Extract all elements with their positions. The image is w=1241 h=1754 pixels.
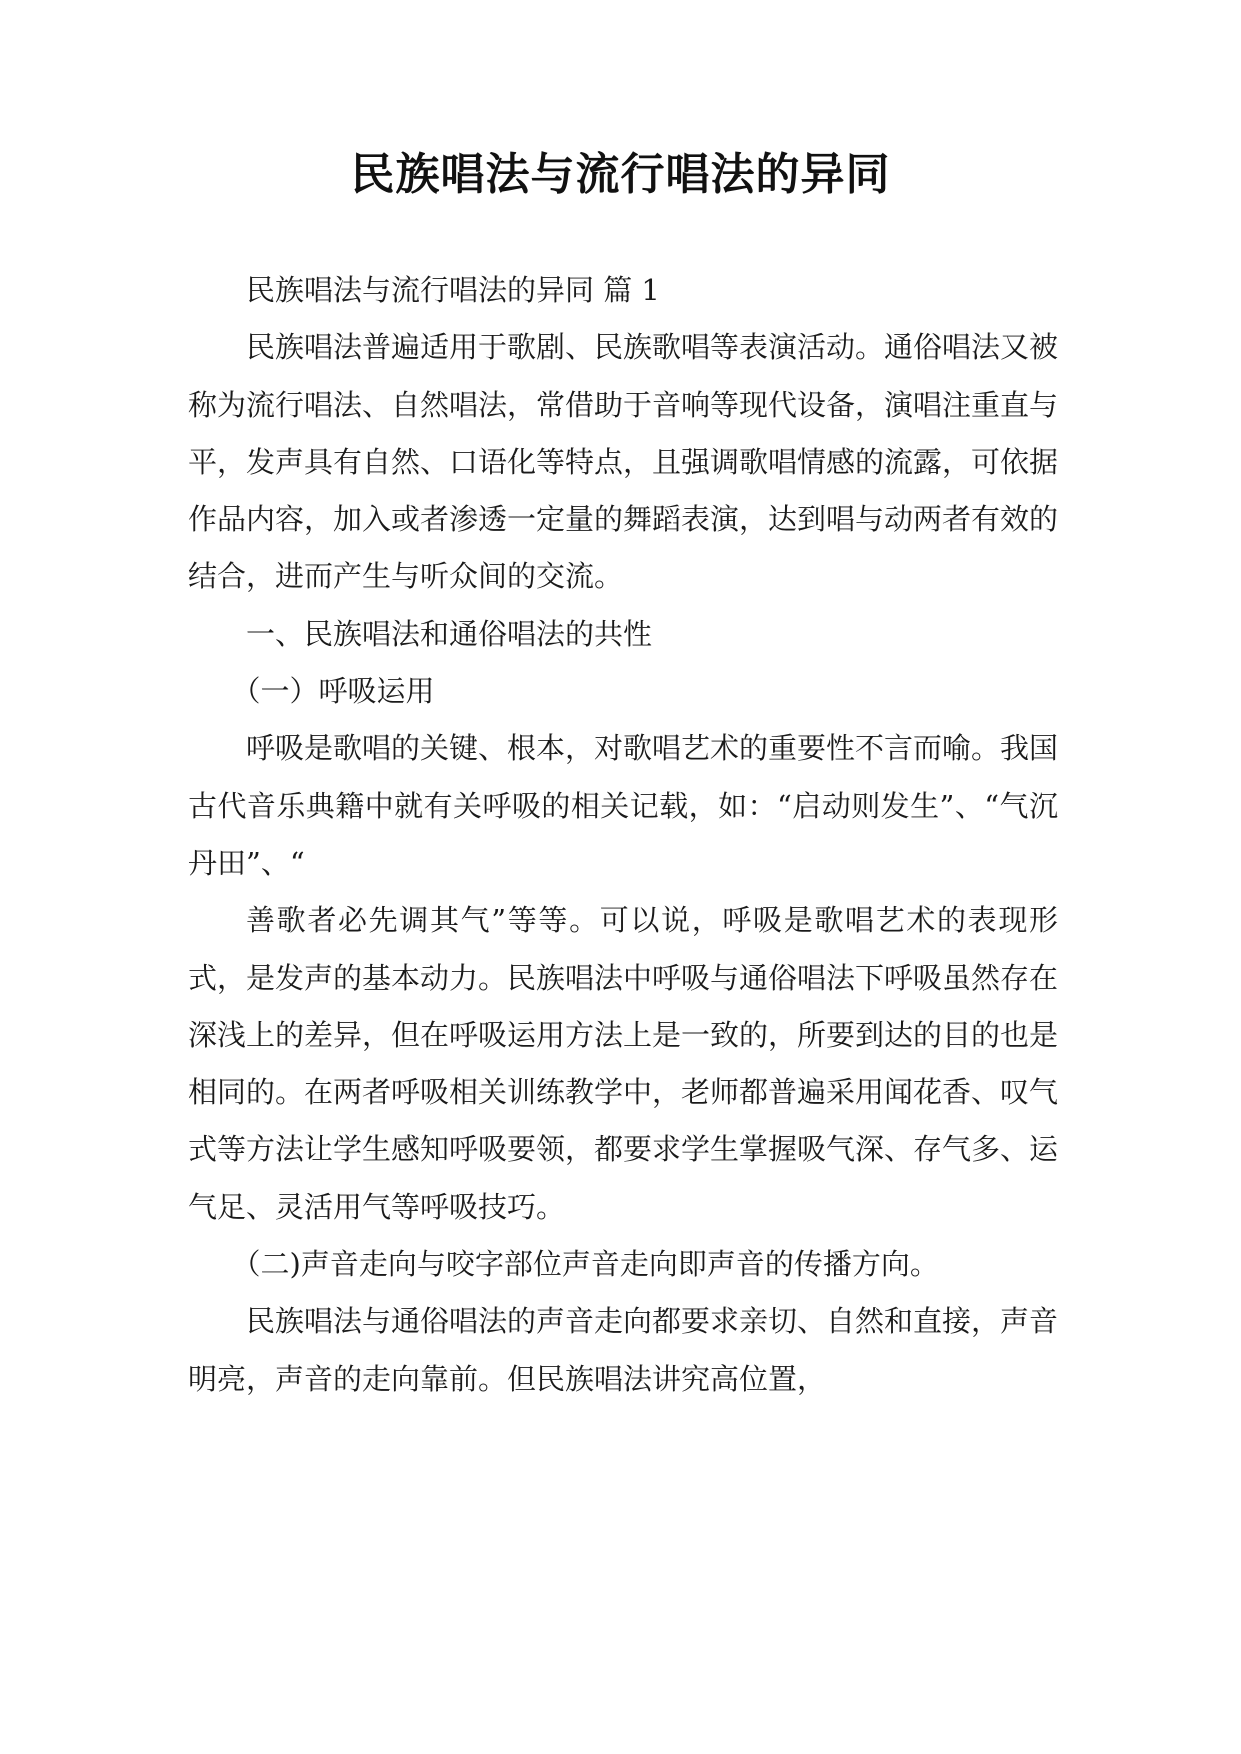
subsection-heading-breathing: （一）呼吸运用 <box>231 674 435 709</box>
paragraph-voice-direction: 民族唱法与通俗唱法的声音走向都要求亲切、自然和直接，声音明亮，声音的走向靠前。但民族唱法讲究高位置， <box>188 1304 1059 1396</box>
paragraph-intro: 民族唱法普遍适用于歌剧、民族歌唱等表演活动。通俗唱法又被称为流行唱法、自然唱法，常借助于音响等现代设备，演唱注重直与平，发声具有自然、口语化等特点，且强调歌唱情感的流露，可依据作品内容，加入或者渗透一定量的舞蹈表演，达到唱与动两者有效的结合，进而产生与听众间的交流。 <box>188 330 1059 594</box>
section-heading-commonality: 一、民族唱法和通俗唱法的共性 <box>246 616 653 651</box>
section-heading-pian1: 民族唱法与流行唱法的异同 篇 1 <box>246 273 660 307</box>
document-body <box>188 262 1058 1408</box>
document-title: 民族唱法与流行唱法的异同 <box>350 149 891 200</box>
paragraph-breathing-1: 呼吸是歌唱的关键、根本，对歌唱艺术的重要性不言而喻。我国古代音乐典籍中就有关呼吸的相关记载，如：“启动则发生”、“气沉丹田”、“ <box>188 731 1059 880</box>
paragraph-breathing-2: 善歌者必先调其气”等等。可以说，呼吸是歌唱艺术的表现形式，是发声的基本动力。民族唱法中呼吸与通俗唱法下呼吸虽然存在深浅上的差异，但在呼吸运用方法上是一致的，所要到达的目的也是相同的。在两者呼吸相关训练教学中，老师都普遍采用闻花香、叹气式等方法让学生感知呼吸要领，都要求学生掌握吸气深、存气多、运气足、灵活用气等呼吸技巧。 <box>188 903 1059 1224</box>
subsection-heading-voice-direction: （二)声音走向与咬字部位声音走向即声音的传播方向。 <box>231 1247 939 1282</box>
